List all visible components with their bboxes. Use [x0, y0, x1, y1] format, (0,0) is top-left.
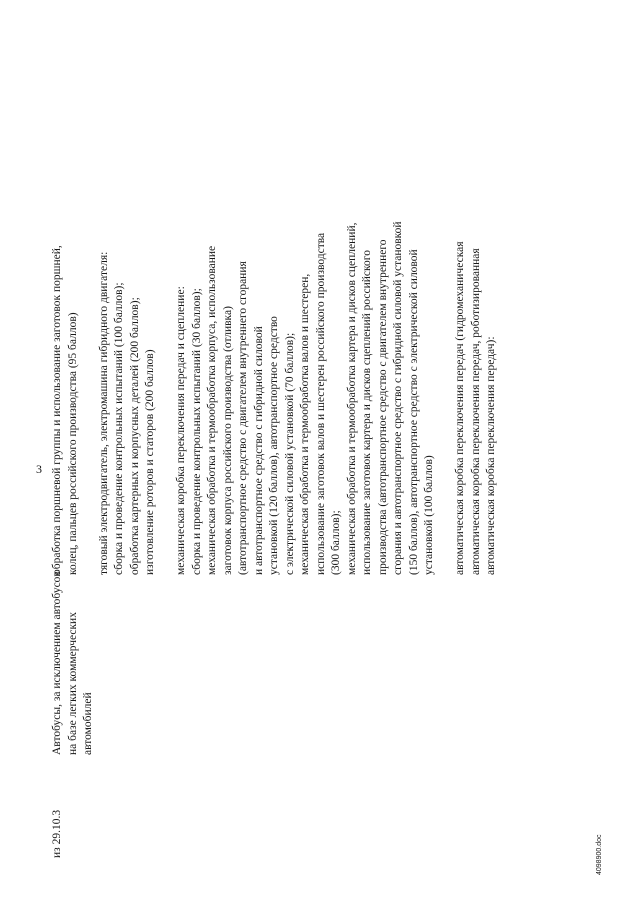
text-line: использование заготовок валов и шестерен российского производства — [314, 232, 327, 575]
block-piston-group — [50, 40, 81, 575]
text-line: (автотранспортное средство с двигателем внутреннего сгорания — [237, 261, 249, 575]
vehicle-line: на базе легких коммерческих — [66, 612, 79, 755]
row-code: из 29.10.3 — [51, 809, 63, 858]
text-line: тяговый электродвигатель, электромашина гибридного двигателя: — [97, 251, 110, 575]
text-line: обработка картерных и корпусных деталей (200 баллов); — [128, 297, 141, 575]
block-manual-gearbox — [174, 40, 438, 575]
text-line: механическая обработка и термообработка корпуса, использование — [206, 245, 218, 575]
text-line: установкой (120 баллов), автотранспортное средство — [268, 316, 280, 575]
text-line: (150 баллов), автотранспортное средство с электрической силовой — [407, 249, 420, 575]
block-traction-motor — [97, 40, 159, 575]
page-number: 3 — [36, 462, 42, 476]
text-line: механическая обработка и термообработка валов и шестерен, — [299, 273, 311, 575]
document-id: 4098900.doc — [596, 834, 603, 875]
text-line: установкой (100 баллов) — [423, 455, 435, 575]
text-line: изготовление роторов и статоров (200 баллов) — [144, 349, 156, 575]
rotated-table — [50, 38, 570, 858]
text-line: сгорания и автотранспортное средство с гибридной силовой установкой — [392, 221, 404, 575]
text-line: автоматическая коробка переключения передач): — [485, 336, 497, 575]
text-line: и автотранспортное средство с гибридной силовой — [252, 326, 265, 575]
text-line: механическая обработка и термообработка картера и дисков сцеплений, — [345, 222, 358, 575]
text-line: колец, пальцев российского производства (95 баллов) — [66, 312, 79, 575]
text-line: автоматическая коробка переключения передач (гидромеханическая — [454, 241, 466, 575]
vehicle-line: автомобилей — [82, 692, 94, 755]
text-line: сборка и проведение контрольных испытаний (100 баллов); — [113, 282, 125, 575]
text-line: механическая коробка переключения передач и сцепление: — [175, 286, 187, 575]
vehicle-line: Автобусы, за исключением автобусов — [51, 571, 63, 755]
text-line: использование заготовок картера и дисков сцеплений российского — [361, 250, 373, 575]
block-automatic-gearbox — [453, 40, 500, 575]
text-line: обработка поршневой группы и использование заготовок поршней, — [51, 245, 63, 575]
vehicle-category — [50, 571, 97, 755]
text-line: сборка и проведение контрольных испытаний (30 баллов); — [190, 288, 203, 575]
operations-column — [50, 40, 500, 575]
text-line: (300 баллов); — [330, 510, 342, 575]
text-line: заготовок корпуса российского производства (отливка) — [221, 306, 234, 575]
text-line: производства (автотранспортное средство с двигателем внутреннего — [376, 239, 389, 575]
text-line: с электрической силовой установкой (70 баллов); — [283, 332, 296, 575]
text-line: автоматическая коробка переключения передач, роботизированная — [469, 248, 482, 575]
